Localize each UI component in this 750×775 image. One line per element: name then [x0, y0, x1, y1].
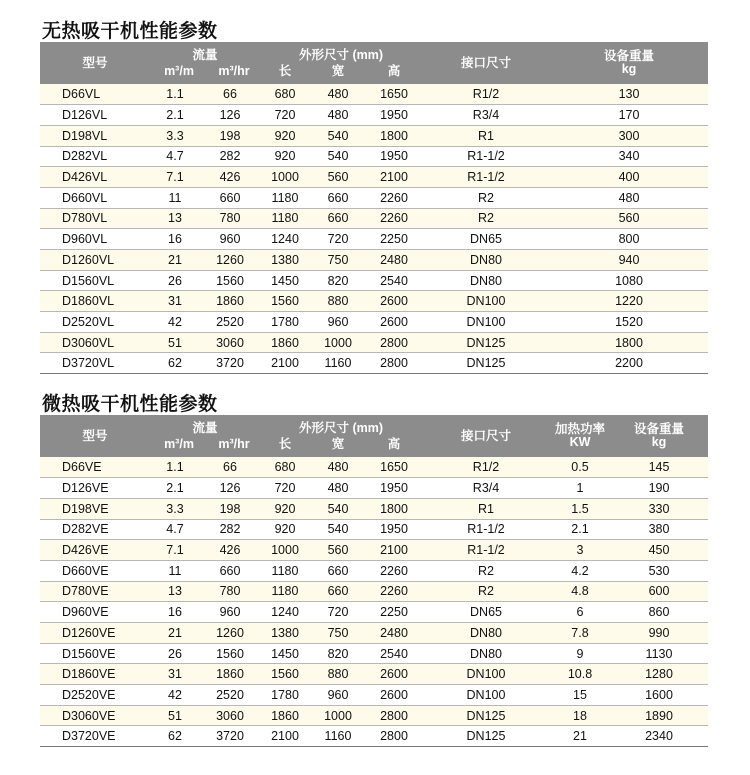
table-cell: 9	[550, 643, 610, 664]
table-row	[40, 146, 708, 167]
table-cell: 2800	[366, 726, 422, 747]
table-cell: 920	[260, 125, 310, 146]
table-cell: 130	[550, 84, 708, 105]
model-cell: D960VL	[40, 229, 150, 250]
table-cell: DN100	[422, 312, 550, 333]
table-cell: 13	[150, 208, 200, 229]
table-cell: 1000	[310, 705, 366, 726]
table-header-row	[40, 42, 708, 84]
table-cell: R1	[422, 125, 550, 146]
table-cell: 1240	[260, 229, 310, 250]
table-cell: 3.3	[150, 498, 200, 519]
table-cell: 2600	[366, 291, 422, 312]
table-cell: 880	[310, 664, 366, 685]
table-cell: 1.1	[150, 457, 200, 478]
table-cell: 330	[610, 498, 708, 519]
table-cell: 540	[310, 498, 366, 519]
table-cell: 2800	[366, 705, 422, 726]
table-cell: 1950	[366, 105, 422, 126]
table-cell: 190	[610, 478, 708, 499]
table-cell: 1560	[200, 643, 260, 664]
model-cell: D198VE	[40, 498, 150, 519]
table-row	[40, 540, 708, 561]
table-cell: 1180	[260, 208, 310, 229]
table-cell: 1130	[610, 643, 708, 664]
table-cell: 560	[310, 167, 366, 188]
table-row	[40, 705, 708, 726]
table-cell: 31	[150, 291, 200, 312]
table-cell: 13	[150, 581, 200, 602]
table-cell: 2260	[366, 187, 422, 208]
table-cell: 2100	[260, 353, 310, 374]
table-cell: 680	[260, 457, 310, 478]
table-cell: 860	[610, 602, 708, 623]
table-row	[40, 332, 708, 353]
table-cell: 1780	[260, 312, 310, 333]
table-cell: 145	[610, 457, 708, 478]
table-cell: 7.8	[550, 623, 610, 644]
table-cell: 660	[200, 560, 260, 581]
table-row	[40, 84, 708, 105]
model-cell: D198VL	[40, 125, 150, 146]
table-cell: 2250	[366, 602, 422, 623]
table-cell: 2600	[366, 685, 422, 706]
table-cell: 480	[310, 105, 366, 126]
table-cell: 1860	[200, 664, 260, 685]
table-cell: 1220	[550, 291, 708, 312]
table-cell: 920	[260, 498, 310, 519]
table-cell: DN80	[422, 623, 550, 644]
table-cell: 1950	[366, 478, 422, 499]
table-cell: 2100	[366, 167, 422, 188]
header-dimensions: 外形尺寸 (mm) 长 宽 高	[278, 421, 401, 451]
table-cell: 6	[550, 602, 610, 623]
table-cell: 282	[200, 146, 260, 167]
table-cell: R3/4	[422, 478, 550, 499]
table-cell: 11	[150, 560, 200, 581]
model-cell: D780VL	[40, 208, 150, 229]
table-cell: 2520	[200, 312, 260, 333]
model-cell: D1260VL	[40, 250, 150, 271]
table-cell: 940	[550, 250, 708, 271]
table-cell: 540	[310, 519, 366, 540]
table-cell: 380	[610, 519, 708, 540]
table-cell: 1600	[610, 685, 708, 706]
table-cell: 450	[610, 540, 708, 561]
model-cell: D660VE	[40, 560, 150, 581]
table-cell: 1860	[200, 291, 260, 312]
model-cell: D2520VL	[40, 312, 150, 333]
table-cell: 820	[310, 643, 366, 664]
table-cell: 1560	[200, 270, 260, 291]
table-cell: 530	[610, 560, 708, 581]
table-row	[40, 602, 708, 623]
table-cell: 1000	[260, 167, 310, 188]
table-row	[40, 250, 708, 271]
model-cell: D1260VE	[40, 623, 150, 644]
table-cell: 2.1	[150, 478, 200, 499]
table-cell: 126	[200, 478, 260, 499]
table-cell: 1520	[550, 312, 708, 333]
table-cell: 750	[310, 623, 366, 644]
table-cell: 780	[200, 581, 260, 602]
table-cell: 480	[310, 478, 366, 499]
table-cell: 1.5	[550, 498, 610, 519]
table-row	[40, 105, 708, 126]
table-cell: 1280	[610, 664, 708, 685]
model-cell: D960VE	[40, 602, 150, 623]
header-port: 接口尺寸	[460, 428, 511, 443]
model-cell: D126VE	[40, 478, 150, 499]
table-cell: 1450	[260, 643, 310, 664]
table-cell: R3/4	[422, 105, 550, 126]
table-cell: 3720	[200, 353, 260, 374]
table-cell: 2.1	[150, 105, 200, 126]
header-dimensions: 外形尺寸 (mm) 长 宽 高	[278, 48, 401, 78]
table-cell: 62	[150, 353, 200, 374]
table-cell: 1180	[260, 187, 310, 208]
table-row	[40, 664, 708, 685]
table1-title: 无热吸干机性能参数	[42, 20, 218, 42]
table-cell: 282	[200, 519, 260, 540]
table-cell: 1	[550, 478, 610, 499]
table-cell: 4.2	[550, 560, 610, 581]
table-cell: R2	[422, 187, 550, 208]
table-cell: 1650	[366, 457, 422, 478]
table-cell: 10.8	[550, 664, 610, 685]
table-cell: 15	[550, 685, 610, 706]
table-row	[40, 353, 708, 374]
table-cell: 560	[550, 208, 708, 229]
table-cell: 540	[310, 146, 366, 167]
table-cell: 1260	[200, 623, 260, 644]
table-cell: DN80	[422, 643, 550, 664]
model-cell: D282VL	[40, 146, 150, 167]
table-cell: 2540	[366, 270, 422, 291]
header-model: 型号	[82, 428, 108, 443]
table-cell: DN125	[422, 705, 550, 726]
table-cell: 2260	[366, 581, 422, 602]
table-cell: 31	[150, 664, 200, 685]
table-row	[40, 726, 708, 747]
table-cell: 660	[310, 208, 366, 229]
model-cell: D1560VE	[40, 643, 150, 664]
table-cell: 2100	[366, 540, 422, 561]
table-cell: DN65	[422, 229, 550, 250]
table-cell: 880	[310, 291, 366, 312]
table-cell: R2	[422, 560, 550, 581]
table-cell: 340	[550, 146, 708, 167]
table-cell: 960	[200, 602, 260, 623]
table-cell: 1240	[260, 602, 310, 623]
table-cell: 18	[550, 705, 610, 726]
table-cell: 42	[150, 685, 200, 706]
table-cell: 1800	[366, 498, 422, 519]
table-cell: 426	[200, 540, 260, 561]
table-cell: 21	[150, 623, 200, 644]
table-row	[40, 519, 708, 540]
header-weight: 设备重量 kg	[633, 422, 684, 449]
table-cell: 1860	[260, 332, 310, 353]
header-model: 型号	[82, 55, 108, 70]
table-cell: 960	[200, 229, 260, 250]
table-cell: 1180	[260, 560, 310, 581]
table-cell: 3060	[200, 705, 260, 726]
table-row	[40, 187, 708, 208]
table-row	[40, 643, 708, 664]
table-cell: 820	[310, 270, 366, 291]
table-cell: 51	[150, 705, 200, 726]
table-cell: 3720	[200, 726, 260, 747]
table-cell: R2	[422, 208, 550, 229]
table-cell: 7.1	[150, 167, 200, 188]
spec-table-no-heat	[40, 42, 708, 374]
table-cell: 660	[200, 187, 260, 208]
table-cell: 3	[550, 540, 610, 561]
table-cell: 920	[260, 146, 310, 167]
table-cell: R1/2	[422, 84, 550, 105]
table-cell: 26	[150, 270, 200, 291]
table2-title: 微热吸干机性能参数	[42, 393, 218, 415]
table-cell: 540	[310, 125, 366, 146]
table-cell: 7.1	[150, 540, 200, 561]
table-row	[40, 623, 708, 644]
table-cell: 42	[150, 312, 200, 333]
table-cell: 960	[310, 685, 366, 706]
model-cell: D1560VL	[40, 270, 150, 291]
table-cell: DN125	[422, 726, 550, 747]
table-cell: 1080	[550, 270, 708, 291]
table-row	[40, 685, 708, 706]
table-cell: 960	[310, 312, 366, 333]
model-cell: D3060VE	[40, 705, 150, 726]
table-row	[40, 581, 708, 602]
table-cell: 426	[200, 167, 260, 188]
table-cell: 198	[200, 125, 260, 146]
model-cell: D282VE	[40, 519, 150, 540]
table-cell: 198	[200, 498, 260, 519]
table-cell: 660	[310, 187, 366, 208]
table-cell: 16	[150, 602, 200, 623]
table-cell: 2520	[200, 685, 260, 706]
table-cell: 126	[200, 105, 260, 126]
table-cell: 1380	[260, 250, 310, 271]
table-cell: 400	[550, 167, 708, 188]
table-cell: 2260	[366, 208, 422, 229]
table-cell: 1180	[260, 581, 310, 602]
table-cell: 800	[550, 229, 708, 250]
table-cell: 920	[260, 519, 310, 540]
table-cell: 1890	[610, 705, 708, 726]
model-cell: D66VL	[40, 84, 150, 105]
table-cell: 170	[550, 105, 708, 126]
table-cell: DN125	[422, 332, 550, 353]
table-cell: 1.1	[150, 84, 200, 105]
table-cell: 1260	[200, 250, 260, 271]
model-cell: D1860VE	[40, 664, 150, 685]
table-cell: R1-1/2	[422, 146, 550, 167]
table-cell: 1450	[260, 270, 310, 291]
table-row	[40, 167, 708, 188]
table-cell: 2600	[366, 664, 422, 685]
table-cell: 2800	[366, 332, 422, 353]
header-weight: 设备重量 kg	[603, 49, 654, 76]
table-cell: 21	[550, 726, 610, 747]
table-cell: DN80	[422, 250, 550, 271]
table-cell: 1560	[260, 664, 310, 685]
table-cell: 2600	[366, 312, 422, 333]
table-cell: 66	[200, 84, 260, 105]
table-cell: 1160	[310, 726, 366, 747]
table-row	[40, 270, 708, 291]
table-cell: 1650	[366, 84, 422, 105]
table-cell: 1950	[366, 146, 422, 167]
model-cell: D2520VE	[40, 685, 150, 706]
table-cell: 780	[200, 208, 260, 229]
table-cell: 21	[150, 250, 200, 271]
table-cell: 51	[150, 332, 200, 353]
model-cell: D126VL	[40, 105, 150, 126]
table-cell: 2200	[550, 353, 708, 374]
table-cell: 1860	[260, 705, 310, 726]
table-cell: 26	[150, 643, 200, 664]
table-cell: 1380	[260, 623, 310, 644]
table-row	[40, 478, 708, 499]
table-cell: 4.7	[150, 146, 200, 167]
table-row	[40, 125, 708, 146]
table-cell: 4.8	[550, 581, 610, 602]
table-cell: 0.5	[550, 457, 610, 478]
model-cell: D660VL	[40, 187, 150, 208]
table-cell: 1800	[550, 332, 708, 353]
table-cell: DN125	[422, 353, 550, 374]
table-cell: DN80	[422, 270, 550, 291]
table-cell: 66	[200, 457, 260, 478]
table-cell: 11	[150, 187, 200, 208]
table-row	[40, 291, 708, 312]
model-cell: D1860VL	[40, 291, 150, 312]
header-flow: 流量 m³/m m³/hr	[164, 48, 250, 78]
model-cell: D3720VE	[40, 726, 150, 747]
table-cell: 16	[150, 229, 200, 250]
table-cell: 2340	[610, 726, 708, 747]
table-cell: 480	[310, 84, 366, 105]
table-cell: 3.3	[150, 125, 200, 146]
table-cell: R1-1/2	[422, 519, 550, 540]
table-cell: 4.7	[150, 519, 200, 540]
table-cell: 660	[310, 581, 366, 602]
table-cell: 660	[310, 560, 366, 581]
spec-table-micro-heat	[40, 415, 708, 747]
table-cell: 720	[310, 229, 366, 250]
table-cell: 1800	[366, 125, 422, 146]
table-cell: 2800	[366, 353, 422, 374]
table-cell: 750	[310, 250, 366, 271]
model-cell: D426VL	[40, 167, 150, 188]
table-cell: 990	[610, 623, 708, 644]
table-cell: R1-1/2	[422, 167, 550, 188]
table-cell: DN100	[422, 685, 550, 706]
table-cell: DN100	[422, 291, 550, 312]
model-cell: D3720VL	[40, 353, 150, 374]
model-cell: D780VE	[40, 581, 150, 602]
header-port: 接口尺寸	[460, 55, 511, 70]
table-cell: 2260	[366, 560, 422, 581]
table-cell: 1160	[310, 353, 366, 374]
table-row	[40, 229, 708, 250]
table-row	[40, 208, 708, 229]
table-cell: 1560	[260, 291, 310, 312]
table-cell: R1	[422, 498, 550, 519]
table-cell: 480	[310, 457, 366, 478]
table-cell: R1-1/2	[422, 540, 550, 561]
table-cell: 2480	[366, 623, 422, 644]
table-cell: 2480	[366, 250, 422, 271]
header-power: 加热功率 KW	[554, 422, 605, 449]
table-cell: 3060	[200, 332, 260, 353]
model-cell: D426VE	[40, 540, 150, 561]
table-cell: 720	[260, 478, 310, 499]
table-header-row	[40, 415, 708, 457]
table-cell: 2100	[260, 726, 310, 747]
table-cell: DN65	[422, 602, 550, 623]
table-row	[40, 312, 708, 333]
table-row	[40, 498, 708, 519]
table-row	[40, 560, 708, 581]
table-cell: 600	[610, 581, 708, 602]
model-cell: D3060VL	[40, 332, 150, 353]
table-cell: 2540	[366, 643, 422, 664]
table-cell: 480	[550, 187, 708, 208]
table-cell: DN100	[422, 664, 550, 685]
table-cell: 720	[310, 602, 366, 623]
table-cell: 1000	[260, 540, 310, 561]
table-cell: 560	[310, 540, 366, 561]
header-flow: 流量 m³/m m³/hr	[164, 421, 250, 451]
table-cell: 720	[260, 105, 310, 126]
table-cell: 1950	[366, 519, 422, 540]
table-cell: 1780	[260, 685, 310, 706]
table-cell: R2	[422, 581, 550, 602]
table-cell: R1/2	[422, 457, 550, 478]
model-cell: D66VE	[40, 457, 150, 478]
table-row	[40, 457, 708, 478]
table-cell: 2250	[366, 229, 422, 250]
table-cell: 300	[550, 125, 708, 146]
table-cell: 2.1	[550, 519, 610, 540]
table-cell: 1000	[310, 332, 366, 353]
table-cell: 680	[260, 84, 310, 105]
table-cell: 62	[150, 726, 200, 747]
